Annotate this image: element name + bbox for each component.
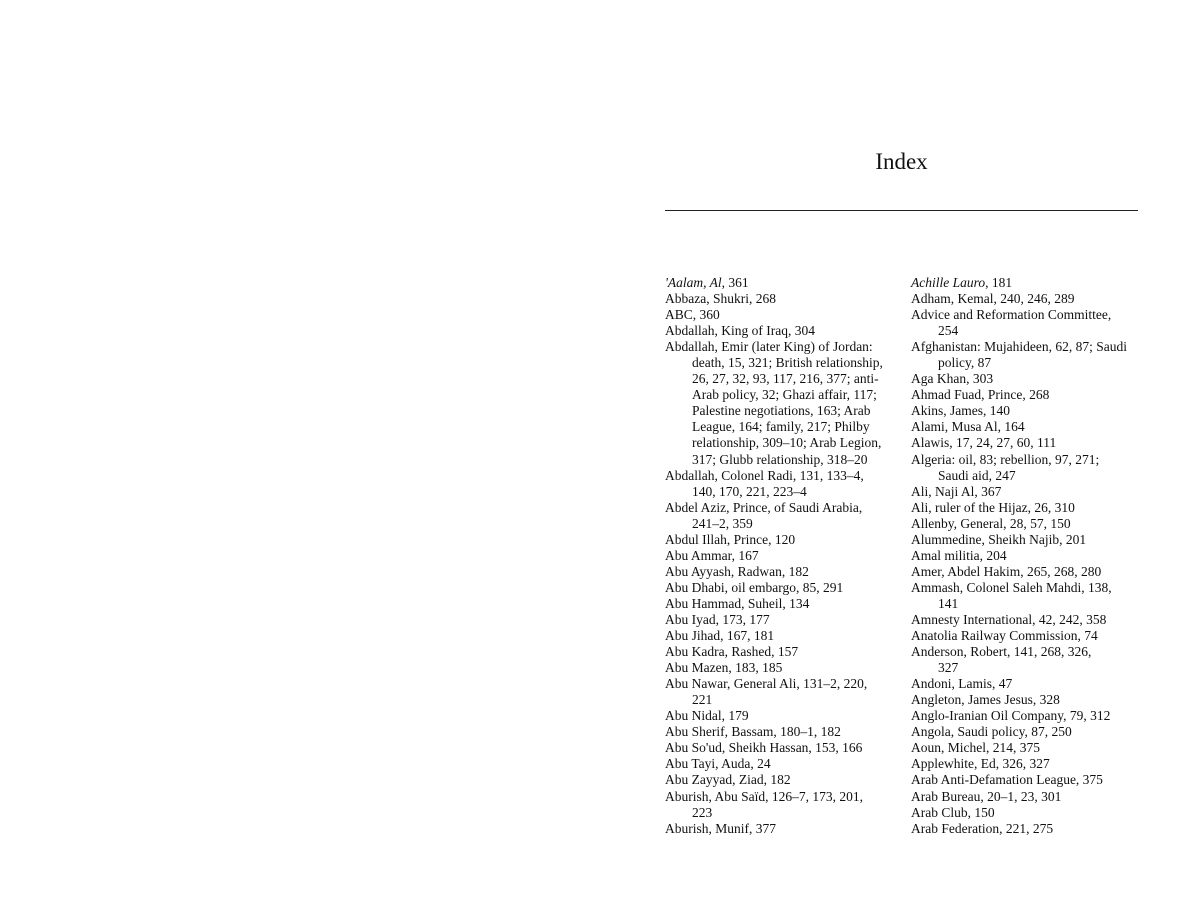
index-entry [911, 580, 1143, 612]
index-entry [911, 435, 1143, 451]
index-entry-text: Abbaza, Shukri, 268 [665, 291, 776, 307]
index-entry-text: Afghanistan: Mujahideen, 62, 87; Saudi policy, 87 [911, 339, 1127, 371]
index-entry [665, 644, 900, 660]
index-entry [911, 403, 1143, 419]
index-entry [665, 307, 900, 323]
index-entry-text: Abu Zayyad, Ziad, 182 [665, 772, 791, 788]
index-entry [911, 516, 1143, 532]
index-entry-text: Ammash, Colonel Saleh Mahdi, 138, 141 [911, 579, 1112, 611]
index-entry [911, 676, 1143, 692]
index-entry-text: Abdallah, King of Iraq, 304 [665, 323, 815, 339]
index-entry [665, 789, 900, 821]
index-entry-text: Amnesty International, 42, 242, 358 [911, 611, 1107, 627]
index-entry [665, 339, 900, 467]
index-entry-text: ABC, 360 [665, 307, 720, 323]
index-entry [665, 275, 900, 291]
index-entry [911, 500, 1143, 516]
index-entry [911, 532, 1143, 548]
index-entry [911, 740, 1143, 756]
index-entry-text: Abu Nidal, 179 [665, 708, 749, 724]
index-entry [911, 387, 1143, 403]
index-entry [665, 772, 900, 788]
index-entry-text: Akins, James, 140 [911, 403, 1010, 419]
index-entry [665, 532, 900, 548]
index-entry [665, 548, 900, 564]
index-entry [911, 756, 1143, 772]
index-entry-text: Andoni, Lamis, 47 [911, 676, 1013, 692]
index-column-left [665, 275, 900, 837]
index-entry [665, 468, 900, 500]
index-entry-text: Abu Sherif, Bassam, 180–1, 182 [665, 724, 841, 740]
index-entry-text: Aga Khan, 303 [911, 371, 994, 387]
index-entry [665, 660, 900, 676]
index-entry [911, 419, 1143, 435]
index-entry [665, 580, 900, 596]
index-entry-text: Arab Club, 150 [911, 804, 995, 820]
index-entry [911, 628, 1143, 644]
index-entry-text: Abu Tayi, Auda, 24 [665, 756, 771, 772]
index-entry-text: Amer, Abdel Hakim, 265, 268, 280 [911, 563, 1102, 579]
index-entry-text: Abu Nawar, General Ali, 131–2, 220, 221 [665, 676, 868, 708]
index-entry-text: Abu Jihad, 167, 181 [665, 628, 775, 644]
index-entry [911, 612, 1143, 628]
index-entry-text: Amal militia, 204 [911, 547, 1007, 563]
index-entry-text: Angleton, James Jesus, 328 [911, 692, 1060, 708]
index-entry-text: Abu Kadra, Rashed, 157 [665, 644, 799, 660]
index-entry [665, 323, 900, 339]
index-entry [911, 275, 1143, 291]
index-entry [665, 676, 900, 708]
index-entry-text: Ali, Naji Al, 367 [911, 483, 1002, 499]
index-entry-text: Alawis, 17, 24, 27, 60, 111 [911, 435, 1057, 451]
index-entry [911, 548, 1143, 564]
index-entry [665, 596, 900, 612]
index-entry-text: Abdallah, Emir (later King) of Jordan: death, 15, 321; British relationship, 26, 27, 32, 93, 117, 216, 377; anti- Arab policy, 32; Ghazi affair, 117; Palestine negotiations, 163; Arab League, 164; family, 217; Philby relationship, 309–10; Arab Legion, 317; Glubb relationship, 318–20 [665, 339, 883, 467]
index-entry [665, 628, 900, 644]
index-entry [665, 740, 900, 756]
index-entry-text: Abdel Aziz, Prince, of Saudi Arabia, 241–2, 359 [665, 499, 863, 531]
index-entry-text: Algeria: oil, 83; rebellion, 97, 271; Saudi aid, 247 [911, 451, 1100, 483]
index-entry [911, 805, 1143, 821]
index-entry-text: Abu Ammar, 167 [665, 547, 759, 563]
index-entry-text: Anglo-Iranian Oil Company, 79, 312 [911, 708, 1111, 724]
index-entry [911, 708, 1143, 724]
index-entry-text: Advice and Reformation Committee, 254 [911, 307, 1112, 339]
index-entry-text: Abu Iyad, 173, 177 [665, 611, 770, 627]
index-entry [911, 564, 1143, 580]
index-entry-italic-term: Achille Lauro [911, 275, 986, 290]
index-entry [665, 612, 900, 628]
index-entry [665, 821, 900, 837]
index-entry [911, 692, 1143, 708]
index-entry [911, 307, 1143, 339]
index-entry-text: Arab Bureau, 20–1, 23, 301 [911, 788, 1062, 804]
index-entry [665, 756, 900, 772]
index-entry-text: Abu Ayyash, Radwan, 182 [665, 563, 809, 579]
index-entry [911, 724, 1143, 740]
index-column-right [911, 275, 1143, 837]
index-entry [665, 500, 900, 532]
index-entry-text: , 181 [985, 275, 1013, 290]
index-entry-text: Abu Mazen, 183, 185 [665, 660, 783, 676]
index-entry-text: Abu Dhabi, oil embargo, 85, 291 [665, 579, 844, 595]
index-entry-text: Abu So'ud, Sheikh Hassan, 153, 166 [665, 740, 863, 756]
index-entry [665, 708, 900, 724]
index-entry-text: Aburish, Abu Saïd, 126–7, 173, 201, 223 [665, 788, 864, 820]
index-entry-text: Adham, Kemal, 240, 246, 289 [911, 291, 1075, 307]
title-rule [665, 210, 1138, 211]
index-entry-text: Allenby, General, 28, 57, 150 [911, 515, 1071, 531]
index-entry-text: Arab Anti-Defamation League, 375 [911, 772, 1103, 788]
index-entry-text: Abdul Illah, Prince, 120 [665, 531, 796, 547]
index-entry-text: Aburish, Munif, 377 [665, 820, 776, 836]
index-entry [911, 339, 1143, 371]
index-entry-text: Alummedine, Sheikh Najib, 201 [911, 531, 1087, 547]
index-entry-text: Arab Federation, 221, 275 [911, 820, 1054, 836]
index-entry [911, 789, 1143, 805]
index-entry-italic-term: 'Aalam, Al [665, 275, 722, 290]
index-entry-text: Ahmad Fuad, Prince, 268 [911, 387, 1050, 403]
index-entry-text: Aoun, Michel, 214, 375 [911, 740, 1040, 756]
index-title: Index [875, 149, 928, 174]
index-entry-text: Abu Hammad, Suheil, 134 [665, 595, 810, 611]
index-entry [665, 291, 900, 307]
index-entry [911, 644, 1143, 676]
index-entry [665, 564, 900, 580]
index-entry-text: Applewhite, Ed, 326, 327 [911, 756, 1050, 772]
index-entry [911, 484, 1143, 500]
index-entry-text: , 361 [721, 275, 749, 290]
index-entry-text: Anderson, Robert, 141, 268, 326, 327 [911, 644, 1092, 676]
index-entry-text: Abdallah, Colonel Radi, 131, 133–4, 140, 170, 221, 223–4 [665, 467, 864, 499]
index-entry [911, 291, 1143, 307]
index-entry-text: Alami, Musa Al, 164 [911, 419, 1025, 435]
index-entry [665, 724, 900, 740]
index-entry [911, 821, 1143, 837]
index-entry [911, 371, 1143, 387]
index-entry-text: Ali, ruler of the Hijaz, 26, 310 [911, 499, 1075, 515]
index-entry [911, 772, 1143, 788]
index-entry-text: Angola, Saudi policy, 87, 250 [911, 724, 1072, 740]
index-entry [911, 452, 1143, 484]
index-entry-text: Anatolia Railway Commission, 74 [911, 628, 1098, 644]
